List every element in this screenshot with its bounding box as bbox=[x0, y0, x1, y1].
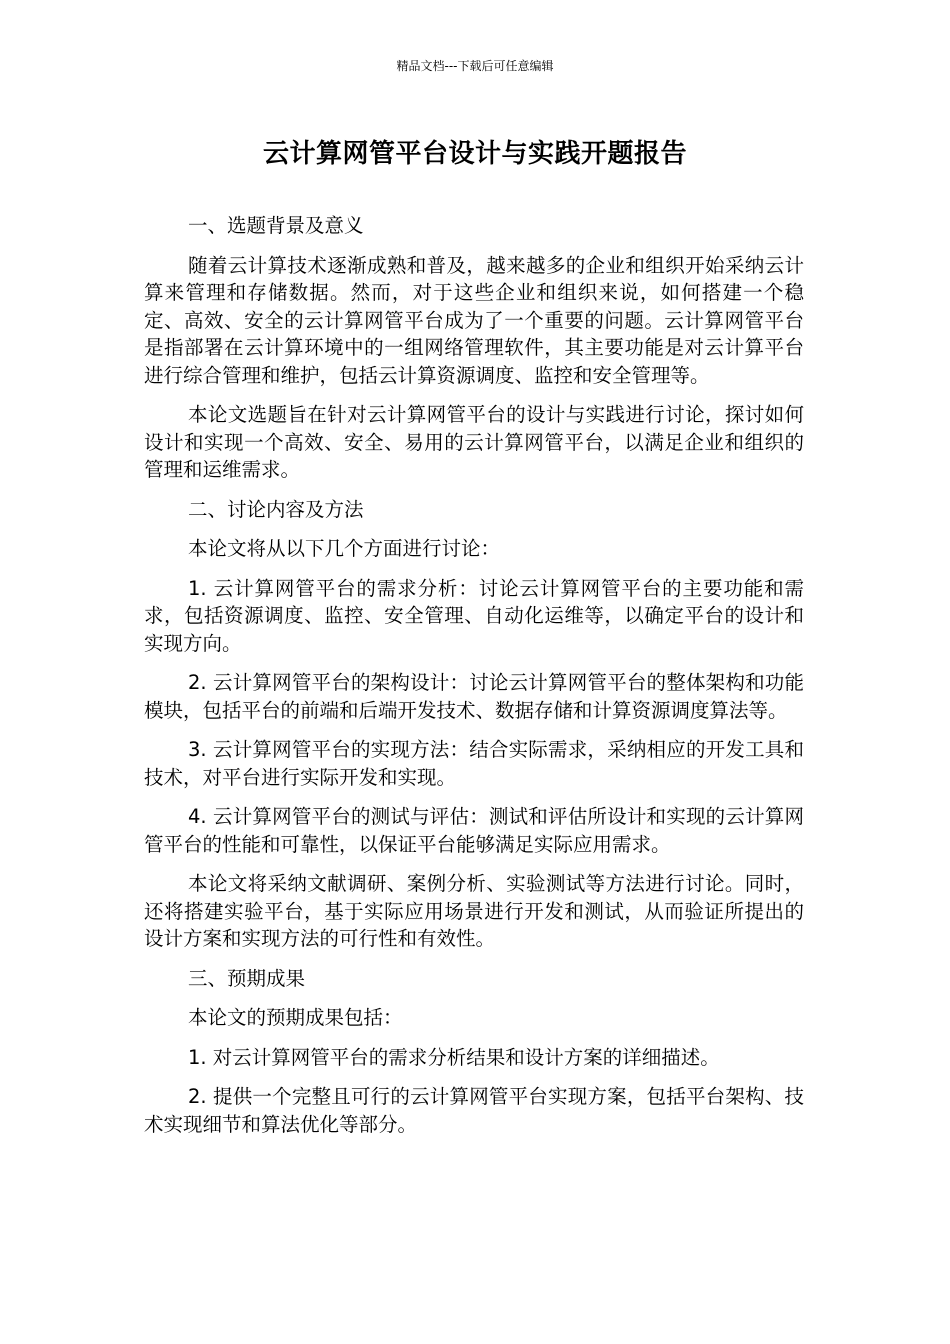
document-body bbox=[144, 212, 804, 1150]
list-item-implementation: 3. 云计算网管平台的实现方法：结合实际需求，采纳相应的开发工具和技术，对平台进行实际开发和实现。 bbox=[144, 738, 804, 789]
paragraph-outcomes-intro: 本论文的预期成果包括： bbox=[188, 1006, 403, 1029]
list-item-outcome-1: 1. 对云计算网管平台的需求分析结果和设计方案的详细描述。 bbox=[188, 1045, 720, 1069]
section-heading-content-method: 二、讨论内容及方法 bbox=[188, 497, 364, 521]
section-heading-outcomes: 三、预期成果 bbox=[188, 966, 306, 990]
list-item-requirements: 1. 云计算网管平台的需求分析：讨论云计算网管平台的主要功能和需求，包括资源调度、监控、安全管理、自动化运维等，以确定平台的设计和实现方向。 bbox=[144, 576, 804, 655]
page-header-note: 精品文档---下载后可任意编辑 bbox=[396, 59, 554, 73]
paragraph-methods: 本论文将采纳文献调研、案例分析、实验测试等方法进行讨论。同时，还将搭建实验平台，基于实际应用场景进行开发和测试，从而验证所提出的设计方案和实现方法的可行性和有效性。 bbox=[144, 872, 804, 950]
list-item-architecture: 2. 云计算网管平台的架构设计：讨论云计算网管平台的整体架构和功能模块，包括平台的前端和后端开发技术、数据存储和计算资源调度算法等。 bbox=[144, 671, 804, 722]
list-item-testing: 4. 云计算网管平台的测试与评估：测试和评估所设计和实现的云计算网管平台的性能和可靠性，以保证平台能够满足实际应用需求。 bbox=[144, 805, 804, 856]
section-heading-background: 一、选题背景及意义 bbox=[188, 214, 364, 237]
list-item-outcome-2: 2. 提供一个完整且可行的云计算网管平台实现方案，包括平台架构、技术实现细节和算法优化等部分。 bbox=[144, 1085, 804, 1136]
paragraph-intro-aspects: 本论文将从以下几个方面进行讨论： bbox=[188, 537, 501, 560]
document-title: 云计算网管平台设计与实践开题报告 bbox=[262, 139, 687, 169]
paragraph-purpose: 本论文选题旨在针对云计算网管平台的设计与实践进行讨论，探讨如何设计和实现一个高效、安全、易用的云计算网管平台，以满足企业和组织的管理和运维需求。 bbox=[144, 403, 804, 481]
paragraph-background: 随着云计算技术逐渐成熟和普及，越来越多的企业和组织开始采纳云计算来管理和存储数据。然而，对于这些企业和组织来说，如何搭建一个稳定、高效、安全的云计算网管平台成为了一个重要的问题。云计算网管平台是指部署在云计算环境中的一组网络管理软件，其主要功能是对云计算平台进行综合管理和维护，包括云计算资源调度、监控和安全管理等。 bbox=[144, 253, 804, 387]
